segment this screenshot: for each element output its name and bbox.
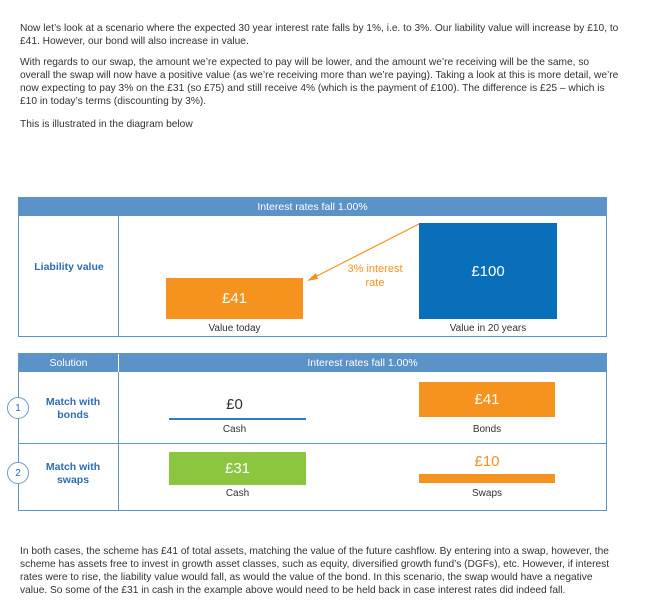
swaps-cash-amount: £31 (224, 460, 251, 477)
solution-diagram-header (19, 354, 606, 372)
interest-rate-label: 3% interest rate (347, 263, 403, 289)
value-future-amount: £100 (471, 262, 505, 280)
swaps-cash-box (169, 452, 306, 485)
liability-diagram (18, 197, 607, 337)
bonds-caption: Bonds (472, 424, 502, 435)
step-1-badge: 1 (7, 397, 29, 419)
swaps-cash-caption: Cash (225, 488, 250, 499)
bonds-value-box (419, 382, 555, 417)
bonds-value-amount: £41 (474, 391, 500, 408)
swaps-caption: Swaps (471, 488, 502, 499)
step-2-badge: 2 (7, 462, 29, 484)
outro-paragraph: In both cases, the scheme has £41 of total assets, matching the value of the future cashflow. By entering into a swap, however, the scheme has assets free to invest in growth asset classes, such as equity, diversified growth fund’s (DGFs), etc. However, if interest rates were to rise, the liability value would fall, as would the value of the bond. In this scenario, the swap would have a negative value. So some of the £31 in cash in the example above would need to be held back in case interest rates did indeed fall. (20, 546, 610, 596)
intro-paragraph-2: With regards to our swap, the amount we’re expected to pay will be lower, and the amount we’re receiving will be the same, so overall the swap will now have a positive value (as we’re receiving more than we’re paying). Taking a look at this is more detail, we’re now expecting to pay 3% on the £31 (so £75) and still receive 4% (which is the payment of £100). The difference is £25 – which is £10 in today’s terms (discounting by 3%). (20, 57, 619, 107)
discount-arrow-icon (19, 198, 606, 336)
swaps-value-bar (419, 474, 555, 483)
header-divider (118, 354, 119, 372)
liability-header-title: Interest rates fall 1.00% (257, 201, 368, 213)
intro-paragraph-3: This is illustrated in the diagram below (20, 119, 193, 130)
value-future-caption: Value in 20 years (449, 323, 527, 334)
match-with-swaps-label: Match with swaps (45, 461, 101, 486)
solution-header-title: Interest rates fall 1.00% (307, 357, 418, 369)
value-today-amount: £41 (221, 290, 248, 307)
bonds-cash-line (169, 418, 306, 420)
match-with-bonds-label: Match with bonds (45, 396, 101, 421)
bonds-cash-value: £0 (226, 396, 243, 413)
solution-diagram (18, 353, 607, 511)
intro-paragraph-1: Now let’s look at a scenario where the expected 30 year interest rate falls by 1%, i.e. to 3%. Our liability value will increase by £10, to £41. However, our bond will also increase in value. (20, 23, 619, 47)
liability-value-label: Liability value (34, 261, 104, 273)
divider (118, 372, 119, 510)
swaps-value-amount: £10 (474, 453, 500, 470)
solution-header-label: Solution (49, 357, 88, 369)
bonds-cash-caption: Cash (222, 424, 247, 435)
row-divider (19, 443, 606, 444)
value-today-caption: Value today (208, 323, 261, 334)
